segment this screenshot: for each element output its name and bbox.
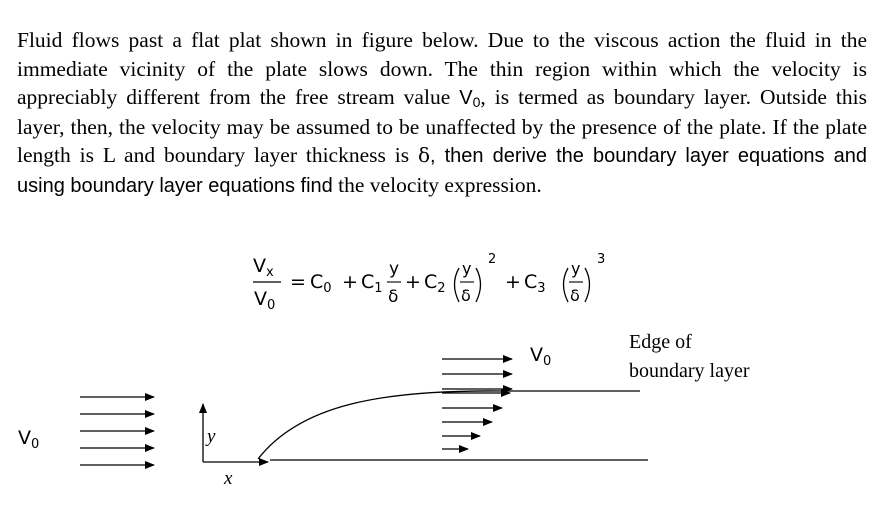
eq-equals: =	[290, 271, 306, 293]
eq-frac1-delta: δ	[388, 287, 399, 307]
problem-text-1: Fluid flows past a flat plat shown in figure below. Due to the viscous action the fluid in the immediate vicinity of the plate slows down. The thin region within which the velocity is appreciably different from the free stream value	[17, 28, 867, 109]
eq-c1: $C_1$	[361, 271, 383, 296]
freestream	[18, 397, 154, 465]
y-axis-label: y	[207, 426, 216, 447]
eq-plus-1: +	[342, 271, 358, 293]
eq-paren2-left	[455, 268, 460, 302]
eq-numerator: $V_x$	[253, 255, 274, 280]
x-axis-label: x	[224, 468, 233, 489]
eq-paren3-right	[585, 268, 590, 302]
eq-paren3-left	[564, 268, 569, 302]
eq-exp-3: 3	[597, 252, 606, 267]
outer-velocity-label: $V_0$	[530, 344, 552, 369]
edge-label-line1: Edge of	[629, 331, 692, 353]
eq-c3: $C_3$	[524, 271, 546, 296]
eq-denominator: $V_0$	[254, 288, 276, 313]
delta-symbol: δ	[417, 143, 430, 167]
eq-frac2-y: y	[462, 259, 472, 278]
v0-symbol: $V_0$	[459, 87, 481, 110]
eq-plus-2: +	[405, 271, 421, 293]
eq-frac1-y: y	[389, 259, 400, 279]
eq-c0: $C_0$	[310, 271, 332, 296]
eq-frac2-delta: δ	[461, 286, 471, 305]
eq-exp-2: 2	[488, 252, 497, 267]
eq-plus-3: +	[505, 271, 521, 293]
edge-label-line2: boundary layer	[629, 360, 750, 382]
problem-text-2: , is termed as boundary layer. Outside this layer, then, the velocity may be assumed to be unaffected by the presence of the plate. If the plate length is L and boundary layer thickness is	[17, 85, 867, 167]
eq-c2: $C_2$	[424, 271, 446, 296]
eq-frac3-y: y	[571, 259, 581, 278]
problem-text-4: the velocity expression.	[332, 172, 542, 197]
velocity-profile	[442, 344, 551, 449]
eq-paren2-right	[476, 268, 481, 302]
velocity-equation	[253, 252, 605, 313]
coordinate-axes	[203, 404, 268, 489]
eq-frac3-delta: δ	[570, 286, 580, 305]
problem-text-3: , then derive the boundary layer equations and using boundary layer equations find	[17, 145, 867, 197]
freestream-label: $V_0$	[18, 427, 40, 452]
